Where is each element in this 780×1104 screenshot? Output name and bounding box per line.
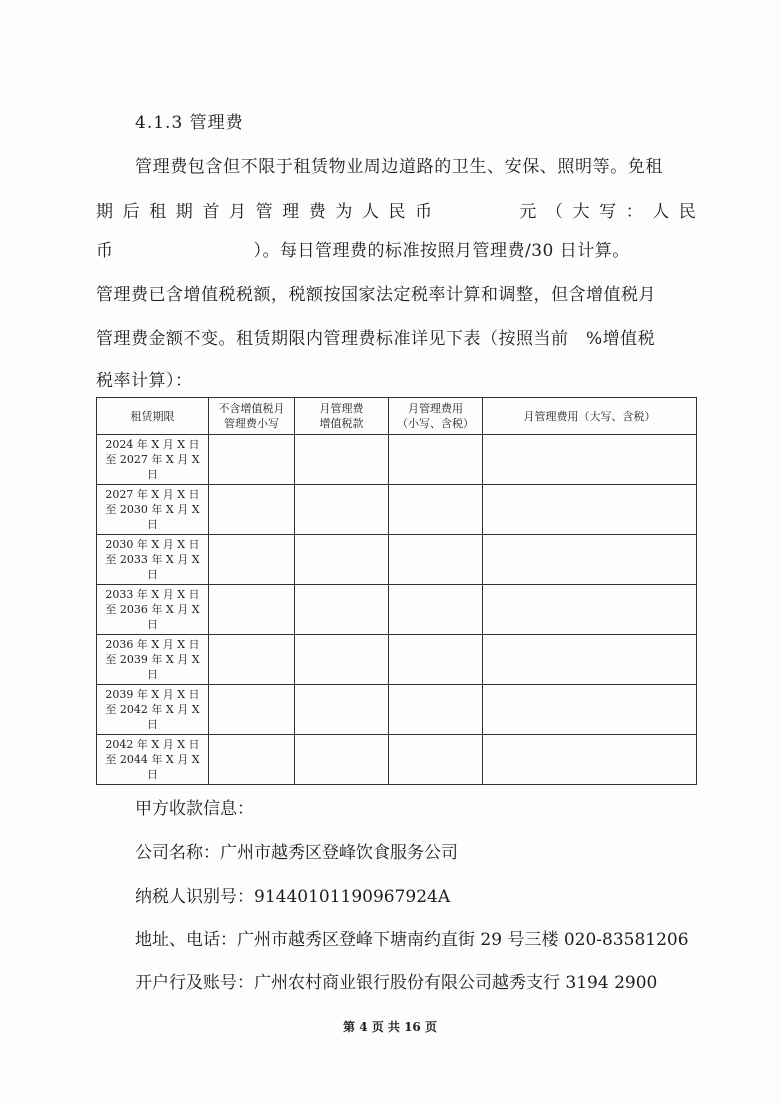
header-fee-incl-tax-words: 月管理费用（大写、含税） — [483, 398, 697, 435]
empty-cell — [209, 535, 295, 585]
paragraph-line-2-char: 费 — [308, 202, 326, 222]
payee-tax-id: 纳税人识别号：91440101190967924A — [135, 887, 451, 907]
paragraph-line-2-char: 理 — [282, 202, 300, 222]
empty-cell — [483, 485, 697, 535]
paragraph-line-2-char: 民 — [678, 202, 696, 222]
paragraph-line-4: 管理费已含增值税税额，税额按国家法定税率计算和调整，但含增值税月 — [96, 285, 656, 305]
period-cell: 2024 年 X 月 X 日 至 2027 年 X 月 X 日 — [97, 435, 209, 485]
empty-cell — [209, 585, 295, 635]
period-cell: 2027 年 X 月 X 日 至 2030 年 X 月 X 日 — [97, 485, 209, 535]
empty-cell — [389, 435, 483, 485]
empty-cell — [209, 485, 295, 535]
paragraph-line-5: 管理费金额不变。租赁期限内管理费标准详见下表（按照当前 %增值税 — [96, 329, 656, 349]
empty-cell — [483, 685, 697, 735]
paragraph-line-2-char: 租 — [149, 202, 167, 222]
table-row — [97, 585, 697, 635]
paragraph-line-6: 税率计算）： — [96, 371, 193, 391]
paragraph-line-2-char: 首 — [202, 202, 220, 222]
table-row — [97, 485, 697, 535]
payee-address-phone: 地址、电话：广州市越秀区登峰下塘南约直街 29 号三楼 020-83581206 — [135, 930, 689, 950]
paragraph-line-2-char: 月 — [228, 202, 246, 222]
empty-cell — [389, 585, 483, 635]
paragraph-line-2-char: ： — [625, 202, 643, 222]
paragraph-line-2-char: 管 — [255, 202, 273, 222]
section-heading: 4.1.3 管理费 — [135, 113, 244, 133]
table-row — [97, 435, 697, 485]
empty-cell — [295, 635, 389, 685]
empty-cell — [389, 735, 483, 785]
paragraph-line-2-char: 人 — [652, 202, 670, 222]
paragraph-line-2-char: 期 — [175, 202, 193, 222]
period-cell: 2042 年 X 月 X 日 至 2044 年 X 月 X 日 — [97, 735, 209, 785]
empty-cell — [209, 435, 295, 485]
empty-cell — [295, 435, 389, 485]
empty-cell — [483, 735, 697, 785]
paragraph-line-2-char: 元 — [519, 202, 537, 222]
period-cell: 2036 年 X 月 X 日 至 2039 年 X 月 X 日 — [97, 635, 209, 685]
paragraph-line-2-char: 期 — [96, 202, 113, 222]
empty-cell — [295, 735, 389, 785]
paragraph-line-2 — [96, 197, 696, 222]
paragraph-line-2-char — [442, 197, 510, 222]
period-cell: 2039 年 X 月 X 日 至 2042 年 X 月 X 日 — [97, 685, 209, 735]
empty-cell — [389, 535, 483, 585]
empty-cell — [295, 685, 389, 735]
paragraph-line-2-char: 为 — [335, 202, 353, 222]
paragraph-line-2-char: 大 — [572, 202, 590, 222]
paragraph-line-2-char: 币 — [415, 202, 433, 222]
header-fee-incl-tax-numeric: 月管理费用 （小写、含税） — [389, 398, 483, 435]
table-row — [97, 685, 697, 735]
period-cell: 2030 年 X 月 X 日 至 2033 年 X 月 X 日 — [97, 535, 209, 585]
empty-cell — [483, 585, 697, 635]
empty-cell — [483, 535, 697, 585]
header-lease-period: 租赁期限 — [97, 398, 209, 435]
page-number-footer: 第 4 页 共 16 页 — [343, 1020, 437, 1034]
empty-cell — [483, 635, 697, 685]
table-row — [97, 635, 697, 685]
table-row — [97, 535, 697, 585]
empty-cell — [295, 485, 389, 535]
empty-cell — [389, 485, 483, 535]
paragraph-line-2-char: 写 — [599, 202, 617, 222]
paragraph-line-2-char: 人 — [361, 202, 379, 222]
table-header-row — [97, 398, 697, 435]
empty-cell — [209, 735, 295, 785]
payee-bank-account: 开户行及账号：广州农村商业银行股份有限公司越秀支行 3194 2900 — [135, 973, 658, 993]
empty-cell — [483, 435, 697, 485]
table-row — [97, 735, 697, 785]
paragraph-line-2-char: （ — [545, 202, 563, 222]
paragraph-line-1: 管理费包含但不限于租赁物业周边道路的卫生、安保、照明等。免租 — [135, 157, 663, 177]
empty-cell — [209, 635, 295, 685]
period-cell: 2033 年 X 月 X 日 至 2036 年 X 月 X 日 — [97, 585, 209, 635]
paragraph-line-3: 币 ）。每日管理费的标准按照月管理费/30 日计算。 — [96, 241, 630, 261]
header-vat-amount: 月管理费 增值税款 — [295, 398, 389, 435]
header-fee-excl-vat: 不含增值税月 管理费小写 — [209, 398, 295, 435]
paragraph-line-2-char: 后 — [122, 202, 140, 222]
empty-cell — [295, 535, 389, 585]
payee-company-name: 公司名称：广州市越秀区登峰饮食服务公司 — [135, 843, 458, 863]
empty-cell — [389, 685, 483, 735]
empty-cell — [295, 585, 389, 635]
empty-cell — [389, 635, 483, 685]
empty-cell — [209, 685, 295, 735]
payee-info-title: 甲方收款信息： — [135, 799, 254, 819]
paragraph-line-2-char: 民 — [388, 202, 406, 222]
management-fee-table — [96, 397, 697, 785]
